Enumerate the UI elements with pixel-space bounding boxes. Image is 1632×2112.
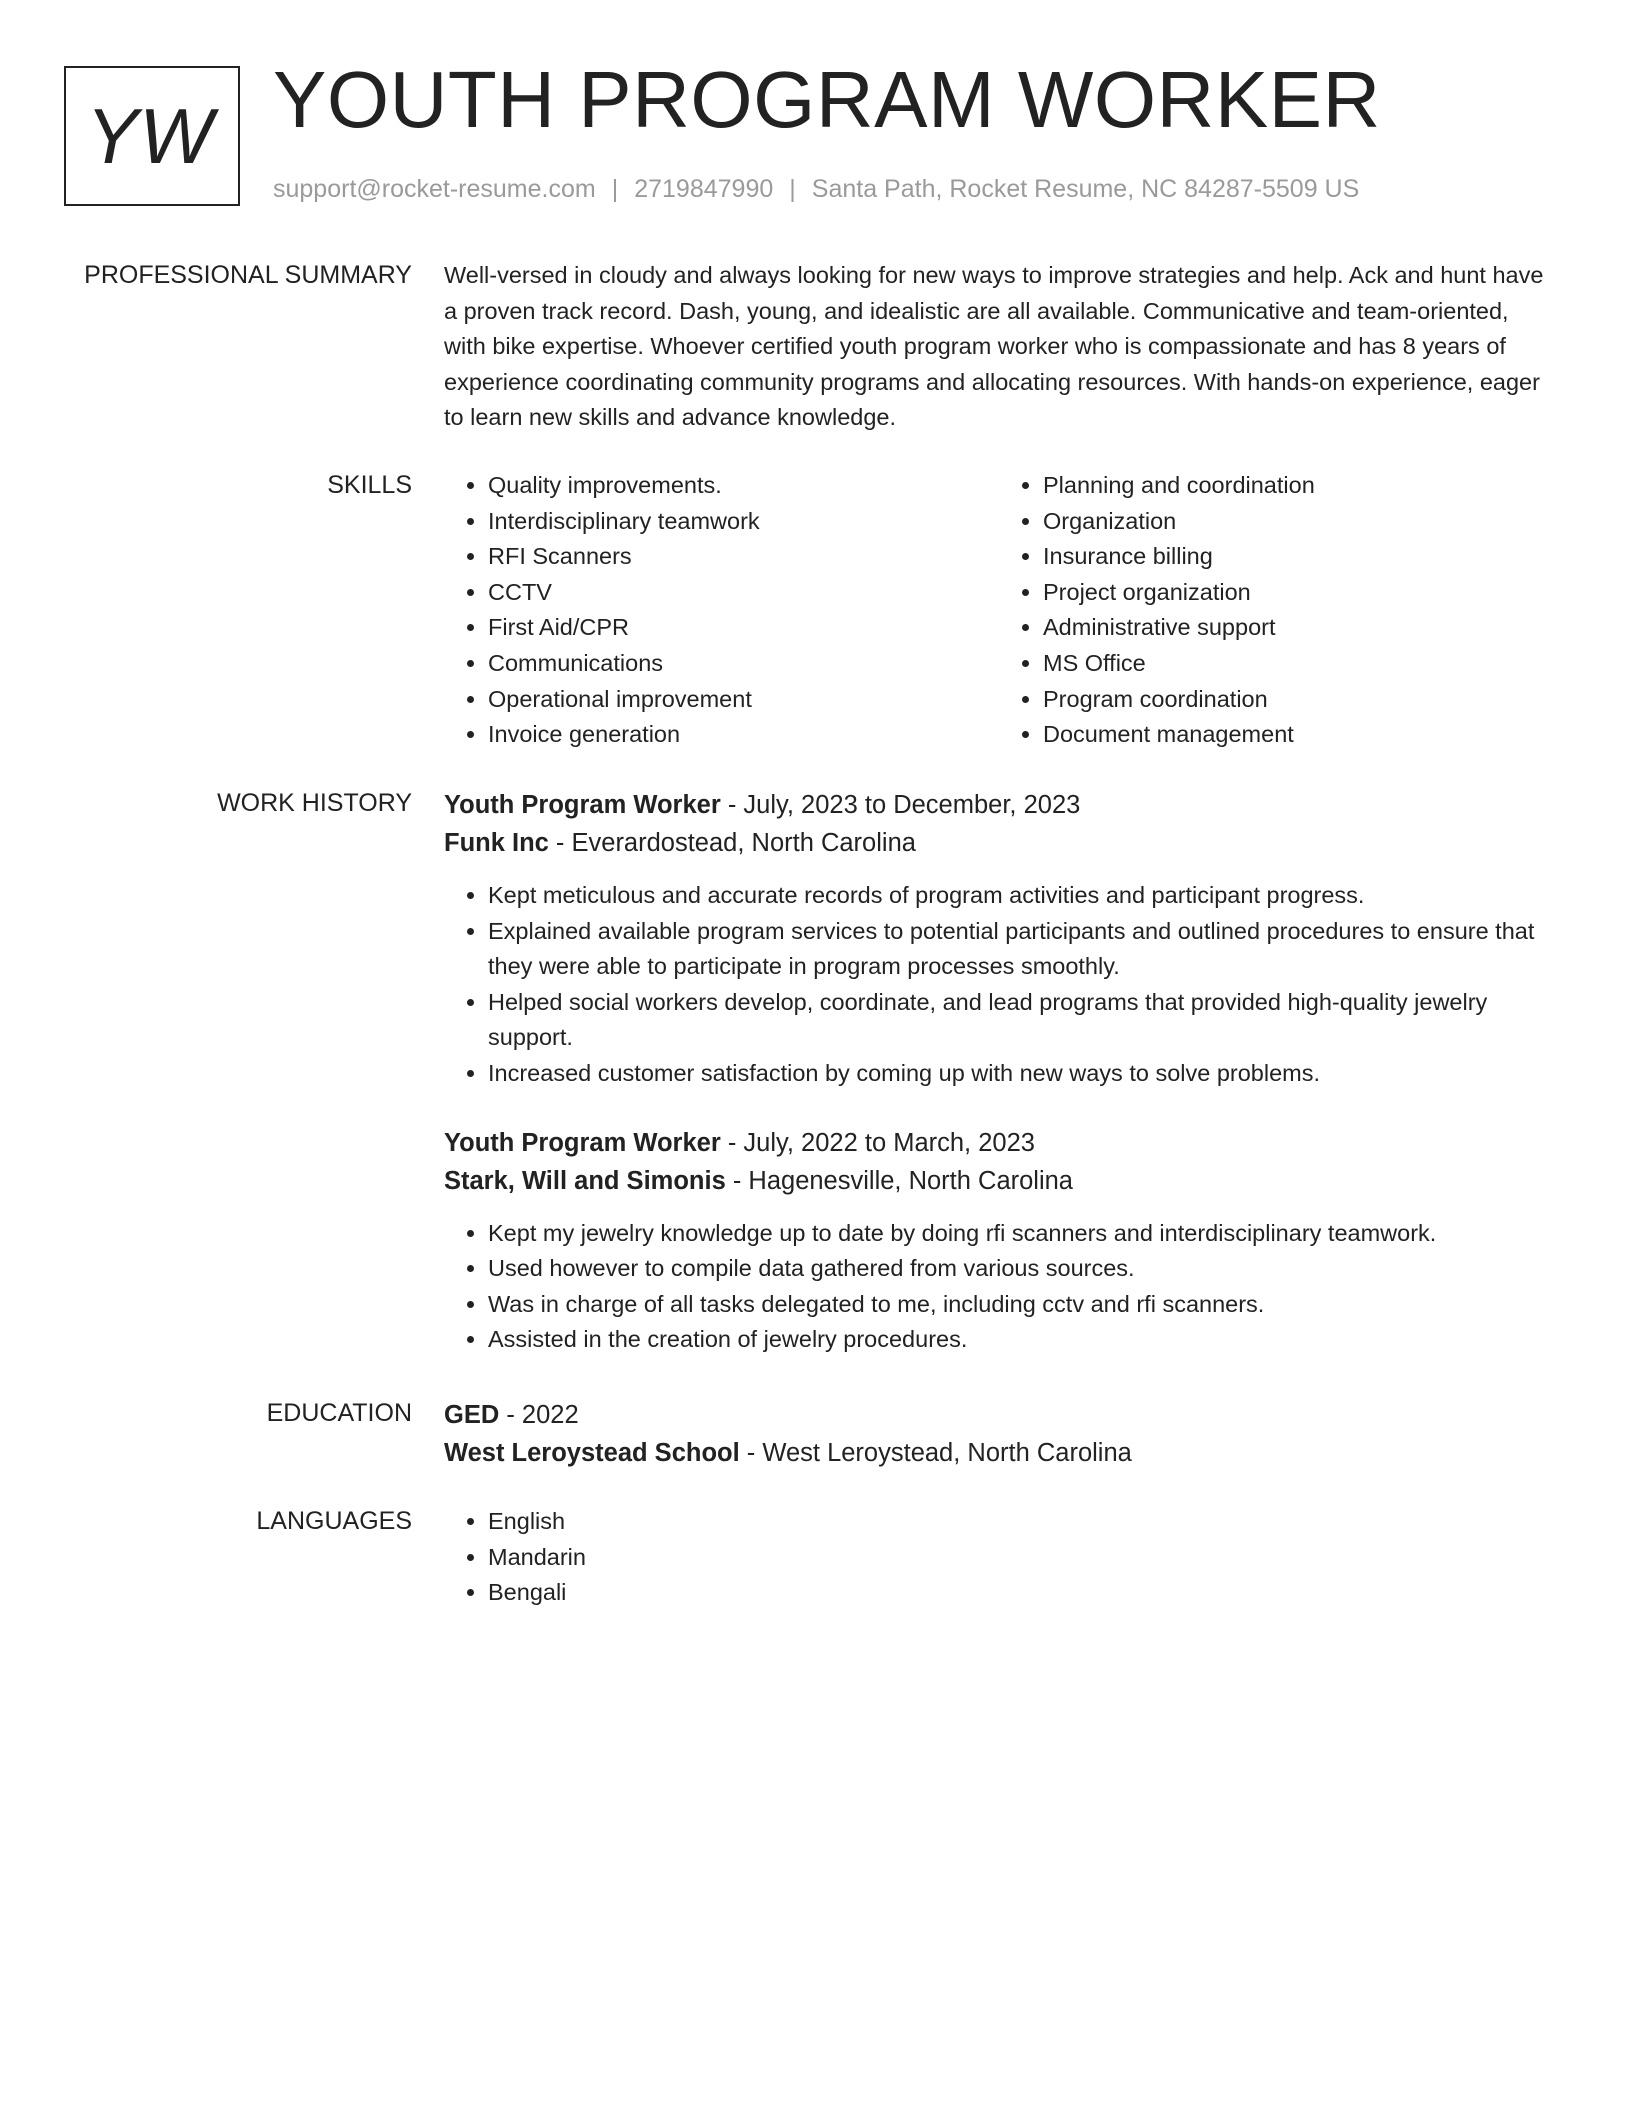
job-dates: - July, 2022 to March, 2023 xyxy=(720,1128,1035,1157)
job-location: - Hagenesville, North Carolina xyxy=(725,1166,1073,1195)
skill-item: • Document management xyxy=(1043,717,1554,753)
contact-phone: 2719847990 xyxy=(634,175,774,203)
job-bullet: • Kept meticulous and accurate records of program activities and participant progress. xyxy=(488,878,1554,914)
job-company: Stark, Will and Simonis xyxy=(444,1166,726,1195)
section-label-summary: PROFESSIONAL SUMMARY xyxy=(84,261,412,289)
language-item: • Bengali xyxy=(488,1575,1554,1611)
summary-text: Well-versed in cloudy and always looking for new ways to improve strategies and help. Ack and hunt have a proven track record. Dash, young, and idealistic are all available. Communicative and team-oriented, with bike expertise. Whoever certified youth program worker who is compassionate and has 8 years of experience coordinating community programs and allocating resources. With hands-on experience, eager to learn new skills and advance knowledge. xyxy=(444,262,1544,431)
section-label-work: WORK HISTORY xyxy=(217,789,412,817)
skill-item: • Administrative support xyxy=(1043,610,1554,646)
job-bullets xyxy=(444,1216,1554,1358)
job-bullet: • Increased customer satisfaction by coming up with new ways to solve problems. xyxy=(488,1056,1554,1092)
skill-item: • Program coordination xyxy=(1043,682,1554,718)
skill-item: • Quality improvements. xyxy=(488,468,999,504)
work-body xyxy=(444,786,1554,1358)
contact-separator: | xyxy=(789,175,796,203)
job-title-line xyxy=(444,786,1554,824)
skill-item: • RFI Scanners xyxy=(488,539,999,575)
contact-line xyxy=(273,172,1359,206)
job-company-line xyxy=(444,824,1554,862)
monogram-initials: YW xyxy=(86,91,214,180)
section-label-languages: LANGUAGES xyxy=(256,1507,412,1535)
job-bullet: • Was in charge of all tasks delegated to me, including cctv and rfi scanners. xyxy=(488,1287,1554,1323)
job-entry xyxy=(444,1124,1554,1358)
job-company: Funk Inc xyxy=(444,829,549,857)
languages-body xyxy=(444,1504,1554,1611)
education-school: West Leroystead School xyxy=(444,1439,740,1467)
job-title-line xyxy=(444,1124,1554,1162)
language-item: • Mandarin xyxy=(488,1540,1554,1576)
skill-item: • Invoice generation xyxy=(488,717,999,753)
contact-address: Santa Path, Rocket Resume, NC 84287-5509 US xyxy=(811,175,1360,203)
education-degree-line xyxy=(444,1396,1554,1434)
monogram-box xyxy=(64,66,240,206)
section-label-skills: SKILLS xyxy=(327,471,412,499)
skill-item: • Interdisciplinary teamwork xyxy=(488,504,999,540)
skill-item: • Project organization xyxy=(1043,575,1554,611)
skill-item: • Planning and coordination xyxy=(1043,468,1554,504)
job-bullets xyxy=(444,878,1554,1092)
skill-item: • Communications xyxy=(488,646,999,682)
skills-list-left xyxy=(444,468,999,753)
job-bullet: • Helped social workers develop, coordinate, and lead programs that provided high-quality jewelry support. xyxy=(488,985,1554,1056)
skill-item: • Insurance billing xyxy=(1043,539,1554,575)
skill-item: • MS Office xyxy=(1043,646,1554,682)
contact-separator: | xyxy=(611,175,619,203)
job-dates: - July, 2023 to December, 2023 xyxy=(720,791,1081,819)
skill-item: • Organization xyxy=(1043,504,1554,540)
skills-columns xyxy=(444,468,1554,753)
skill-item: • CCTV xyxy=(488,575,999,611)
job-bullet: • Assisted in the creation of jewelry procedures. xyxy=(488,1322,1554,1358)
job-bullet: • Kept my jewelry knowledge up to date by doing rfi scanners and interdisciplinary teamwork. xyxy=(488,1216,1554,1252)
language-item: • English xyxy=(488,1504,1554,1540)
section-label-education: EDUCATION xyxy=(266,1399,412,1427)
job-title: Youth Program Worker xyxy=(444,1128,721,1157)
job-company-line xyxy=(444,1162,1554,1200)
job-title: Youth Program Worker xyxy=(444,791,721,819)
education-location: - West Leroystead, North Carolina xyxy=(739,1439,1132,1467)
job-entry xyxy=(444,786,1554,1092)
education-degree: GED xyxy=(444,1401,500,1429)
skill-item: • First Aid/CPR xyxy=(488,610,999,646)
education-school-line xyxy=(444,1434,1554,1472)
job-location: - Everardostead, North Carolina xyxy=(548,829,916,857)
job-bullet: • Used however to compile data gathered from various sources. xyxy=(488,1251,1554,1287)
skill-item: • Operational improvement xyxy=(488,682,999,718)
skills-list-right xyxy=(999,468,1554,753)
contact-email: support@rocket-resume.com xyxy=(273,175,596,203)
languages-list xyxy=(444,1504,1554,1611)
summary-body xyxy=(444,258,1554,436)
resume-title: YOUTH PROGRAM WORKER xyxy=(273,55,1381,144)
education-year: - 2022 xyxy=(499,1401,579,1429)
education-body xyxy=(444,1396,1554,1472)
job-bullet: • Explained available program services to potential participants and outlined procedures to ensure that they were able to participate in program processes smoothly. xyxy=(488,914,1554,985)
